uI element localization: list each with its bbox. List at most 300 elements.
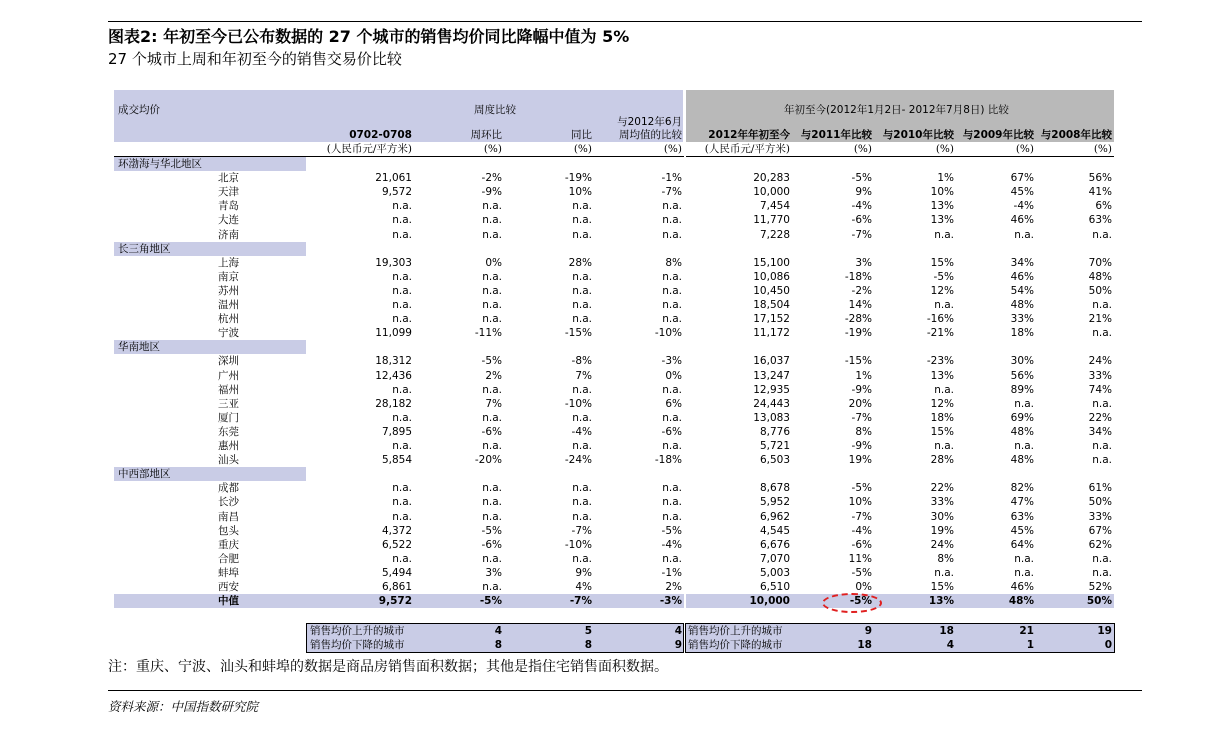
- table-cell: 33%: [930, 496, 954, 509]
- table-cell: -2%: [851, 284, 872, 297]
- summary-left-rise-wow: 4: [494, 625, 502, 637]
- table-cell: 50%: [1088, 284, 1112, 297]
- table-row: [114, 411, 1114, 425]
- table-cell: 18,312: [375, 355, 412, 368]
- table-cell: n.a.: [662, 200, 682, 213]
- table-cell: -5%: [851, 566, 872, 579]
- ytd-group-label: 年初至今(2012年1月2日- 2012年7月8日) 比较: [784, 104, 1009, 116]
- col-compare-jun-line1: 与2012年6月: [617, 116, 682, 128]
- table-cell: 2%: [485, 369, 502, 382]
- table-cell: 10,450: [753, 284, 790, 297]
- median-divider: [684, 594, 686, 608]
- table-cell: 15%: [930, 581, 954, 593]
- table-cell: n.a.: [662, 510, 682, 523]
- table-row: [114, 213, 1114, 227]
- col-weekly-price-label: 0702-0708: [349, 129, 412, 141]
- table-cell: -23%: [926, 355, 954, 368]
- top-rule: [108, 21, 1142, 22]
- table-cell: n.a.: [482, 383, 502, 396]
- table-row: [114, 171, 1114, 185]
- table-cell: 48%: [1010, 425, 1034, 438]
- table-cell: -15%: [564, 327, 592, 340]
- table-cell: n.a.: [392, 313, 412, 326]
- table-cell: n.a.: [1092, 327, 1112, 340]
- highlight-circle: [822, 593, 882, 613]
- table-cell: 4%: [575, 581, 592, 593]
- table-cell: 15%: [930, 425, 954, 438]
- table-cell: n.a.: [392, 383, 412, 396]
- table-cell: n.a.: [392, 440, 412, 452]
- table-cell: 21%: [1088, 313, 1112, 326]
- corner-label: 成交均价: [118, 104, 160, 116]
- city-name: 济南: [218, 228, 239, 241]
- table-cell: 54%: [1010, 284, 1034, 297]
- table-cell: 6,503: [759, 454, 790, 467]
- table-cell: n.a.: [482, 270, 502, 283]
- table-row: [114, 284, 1114, 298]
- table-row: [114, 298, 1114, 312]
- col-vs2010-unit: (%): [935, 143, 954, 155]
- col-wow-label: 周环比: [470, 129, 502, 141]
- city-name: 深圳: [218, 355, 239, 368]
- table-cell: 22%: [1088, 411, 1112, 424]
- table-cell: -9%: [481, 186, 502, 199]
- region-row: [114, 242, 1114, 256]
- footnote: 注：重庆、宁波、汕头和蚌埠的数据是商品房销售面积数据；其他是指住宅销售面积数据。: [108, 659, 668, 675]
- table-cell: 5,854: [381, 454, 412, 467]
- table-cell: 0%: [485, 256, 502, 269]
- table-cell: n.a.: [662, 214, 682, 227]
- table-cell: n.a.: [572, 270, 592, 283]
- median-cell: -3%: [659, 595, 682, 608]
- table-cell: 64%: [1010, 538, 1034, 551]
- table-cell: -1%: [661, 172, 682, 185]
- summary-right-rise-2011: 9: [864, 625, 872, 637]
- city-name: 成都: [218, 482, 239, 495]
- table-cell: -4%: [851, 524, 872, 537]
- table-cell: 89%: [1010, 383, 1034, 396]
- table-cell: 19,303: [375, 256, 412, 269]
- table-cell: -7%: [851, 510, 872, 523]
- col-vs2008-unit: (%): [1093, 143, 1112, 155]
- table-cell: 63%: [1010, 510, 1034, 523]
- table-cell: 4,372: [381, 524, 412, 537]
- table-cell: -10%: [654, 327, 682, 340]
- col-ytd-price-label: 2012年年初至今: [708, 129, 790, 141]
- table-cell: 11,172: [753, 327, 790, 340]
- city-name: 上海: [218, 256, 239, 269]
- table-cell: -5%: [851, 172, 872, 185]
- table-cell: 46%: [1010, 581, 1034, 593]
- median-cell: 10,000: [749, 595, 790, 608]
- table-cell: -1%: [661, 566, 682, 579]
- table-cell: 24,443: [753, 397, 790, 410]
- table-cell: n.a.: [482, 200, 502, 213]
- table-cell: 12,436: [375, 369, 412, 382]
- table-cell: n.a.: [934, 228, 954, 241]
- table-row: [114, 369, 1114, 383]
- table-cell: n.a.: [572, 313, 592, 326]
- table-cell: 52%: [1088, 581, 1112, 593]
- region-row: [114, 157, 1114, 171]
- table-cell: 5,494: [381, 566, 412, 579]
- table-cell: 11,770: [753, 214, 790, 227]
- median-cell: -5%: [849, 595, 872, 608]
- table-cell: -8%: [571, 355, 592, 368]
- city-name: 东莞: [218, 425, 239, 438]
- table-cell: 6,510: [759, 581, 790, 593]
- col-wow-unit: (%): [483, 143, 502, 155]
- city-name: 包头: [218, 524, 239, 537]
- table-cell: 22%: [930, 482, 954, 495]
- median-label: 中值: [218, 595, 239, 608]
- table-cell: n.a.: [662, 383, 682, 396]
- col-vs2008-label: 与2008年比较: [1040, 129, 1112, 141]
- summary-left-rise-label: 销售均价上升的城市: [310, 625, 405, 637]
- table-cell: 18%: [930, 411, 954, 424]
- table-cell: n.a.: [392, 299, 412, 311]
- city-name: 三亚: [218, 397, 239, 410]
- table-cell: 0%: [665, 369, 682, 382]
- table-cell: n.a.: [572, 214, 592, 227]
- table-cell: 13%: [930, 200, 954, 213]
- table-row: [114, 439, 1114, 453]
- table-cell: n.a.: [482, 440, 502, 452]
- table-cell: 28%: [568, 256, 592, 269]
- table-cell: 61%: [1088, 482, 1112, 495]
- table-row: [114, 326, 1114, 340]
- city-name: 温州: [218, 299, 239, 311]
- table-cell: 12%: [930, 284, 954, 297]
- table-row: [114, 199, 1114, 213]
- table-cell: n.a.: [934, 383, 954, 396]
- city-name: 北京: [218, 172, 239, 185]
- table-cell: n.a.: [1092, 552, 1112, 565]
- city-name: 合肥: [218, 552, 239, 565]
- table-cell: -7%: [571, 524, 592, 537]
- table-cell: n.a.: [1014, 566, 1034, 579]
- table-cell: -6%: [481, 538, 502, 551]
- col-vs2010-label: 与2010年比较: [882, 129, 954, 141]
- table-row: [114, 580, 1114, 594]
- table-cell: 70%: [1088, 256, 1112, 269]
- median-cell: 13%: [928, 595, 954, 608]
- city-name: 苏州: [218, 284, 239, 297]
- table-cell: n.a.: [572, 228, 592, 241]
- region-label: 华南地区: [118, 341, 160, 354]
- table-cell: 1%: [937, 172, 954, 185]
- table-cell: 45%: [1010, 186, 1034, 199]
- table-cell: n.a.: [934, 566, 954, 579]
- table-cell: 33%: [1010, 313, 1034, 326]
- table-cell: 6,522: [381, 538, 412, 551]
- table-cell: 11,099: [375, 327, 412, 340]
- table-cell: 18,504: [753, 299, 790, 311]
- table-cell: 34%: [1088, 425, 1112, 438]
- table-cell: -19%: [564, 172, 592, 185]
- table-cell: n.a.: [662, 552, 682, 565]
- summary-left-fall-jun: 9: [674, 639, 682, 651]
- col-weekly-price-unit: (人民币元/平方米): [326, 143, 412, 155]
- city-name: 宁波: [218, 327, 239, 340]
- table-cell: -21%: [926, 327, 954, 340]
- city-name: 南京: [218, 270, 239, 283]
- table-cell: n.a.: [482, 214, 502, 227]
- table-cell: -5%: [481, 524, 502, 537]
- table-cell: -6%: [661, 425, 682, 438]
- table-cell: -6%: [851, 538, 872, 551]
- table-cell: 74%: [1088, 383, 1112, 396]
- table-cell: n.a.: [572, 482, 592, 495]
- city-name: 厦门: [218, 411, 239, 424]
- city-name: 广州: [218, 369, 239, 382]
- table-cell: -18%: [844, 270, 872, 283]
- table-cell: 19%: [930, 524, 954, 537]
- table-row: [114, 383, 1114, 397]
- table-cell: 45%: [1010, 524, 1034, 537]
- median-row: [114, 594, 1114, 608]
- table-cell: 67%: [1088, 524, 1112, 537]
- table-cell: 7,895: [381, 425, 412, 438]
- table-cell: 6%: [665, 397, 682, 410]
- col-vs2011-unit: (%): [853, 143, 872, 155]
- table-cell: 20,283: [753, 172, 790, 185]
- col-vs2011-label: 与2011年比较: [800, 129, 872, 141]
- table-cell: 3%: [855, 256, 872, 269]
- table-cell: 6,676: [759, 538, 790, 551]
- summary-right-fall-2011: 18: [857, 639, 872, 651]
- table-cell: n.a.: [572, 411, 592, 424]
- table-cell: 3%: [485, 566, 502, 579]
- col-vs2009-unit: (%): [1015, 143, 1034, 155]
- table-cell: n.a.: [1092, 397, 1112, 410]
- table-cell: 7,454: [759, 200, 790, 213]
- table-cell: n.a.: [392, 214, 412, 227]
- table-cell: n.a.: [572, 299, 592, 311]
- table-cell: 6%: [1095, 200, 1112, 213]
- summary-right-rise-2008: 19: [1097, 625, 1112, 637]
- table-cell: n.a.: [1092, 228, 1112, 241]
- table-cell: 7%: [485, 397, 502, 410]
- city-name: 惠州: [218, 440, 239, 452]
- table-cell: -6%: [851, 214, 872, 227]
- table-cell: n.a.: [1092, 440, 1112, 452]
- table-cell: 0%: [855, 581, 872, 593]
- table-cell: n.a.: [572, 496, 592, 509]
- table-cell: n.a.: [392, 270, 412, 283]
- table-row: [114, 425, 1114, 439]
- table-cell: 28%: [930, 454, 954, 467]
- table-cell: n.a.: [1014, 552, 1034, 565]
- table-cell: 14%: [848, 299, 872, 311]
- table-cell: -10%: [564, 538, 592, 551]
- table-row: [114, 566, 1114, 580]
- table-cell: n.a.: [662, 299, 682, 311]
- table-cell: -10%: [564, 397, 592, 410]
- table-cell: n.a.: [662, 411, 682, 424]
- table-cell: 6,962: [759, 510, 790, 523]
- summary-left-rise-yoy: 5: [584, 625, 592, 637]
- table-cell: -5%: [851, 482, 872, 495]
- table-cell: 47%: [1010, 496, 1034, 509]
- table-cell: 50%: [1088, 496, 1112, 509]
- summary-right-fall-2008: 0: [1104, 639, 1112, 651]
- table-cell: n.a.: [1014, 228, 1034, 241]
- table-cell: -3%: [661, 355, 682, 368]
- table-cell: n.a.: [482, 411, 502, 424]
- table-cell: n.a.: [392, 200, 412, 213]
- city-name: 汕头: [218, 454, 239, 467]
- table-cell: n.a.: [482, 581, 502, 593]
- table-row: [114, 481, 1114, 495]
- table-cell: -20%: [474, 454, 502, 467]
- table-cell: n.a.: [392, 496, 412, 509]
- table-cell: 13,247: [753, 369, 790, 382]
- table-cell: 12%: [930, 397, 954, 410]
- table-cell: 10%: [930, 186, 954, 199]
- median-cell: 50%: [1086, 595, 1112, 608]
- col-compare-jun-unit: (%): [663, 143, 682, 155]
- source-line: 资料来源：中国指数研究院: [108, 699, 259, 714]
- col-compare-jun-line2: 周均值的比较: [619, 129, 682, 141]
- table-cell: -15%: [844, 355, 872, 368]
- table-cell: n.a.: [662, 496, 682, 509]
- table-cell: 15,100: [753, 256, 790, 269]
- table-cell: n.a.: [572, 440, 592, 452]
- summary-left-fall-label: 销售均价下降的城市: [310, 639, 405, 651]
- table-cell: 48%: [1010, 454, 1034, 467]
- table-cell: 30%: [930, 510, 954, 523]
- table-cell: 5,003: [759, 566, 790, 579]
- table-cell: 63%: [1088, 214, 1112, 227]
- summary-left-fall-wow: 8: [494, 639, 502, 651]
- table-cell: -6%: [481, 425, 502, 438]
- table-cell: 7%: [575, 369, 592, 382]
- table-row: [114, 256, 1114, 270]
- table-cell: 8%: [937, 552, 954, 565]
- table-cell: n.a.: [482, 496, 502, 509]
- col-vs2009-label: 与2009年比较: [962, 129, 1034, 141]
- region-row: [114, 467, 1114, 481]
- table-cell: n.a.: [572, 383, 592, 396]
- table-cell: 13%: [930, 214, 954, 227]
- table-cell: 13%: [930, 369, 954, 382]
- table-cell: n.a.: [482, 510, 502, 523]
- summary-right-fall-2009: 1: [1026, 639, 1034, 651]
- summary-right-rise-2010: 18: [939, 625, 954, 637]
- table-cell: 41%: [1088, 186, 1112, 199]
- table-cell: 10,086: [753, 270, 790, 283]
- city-name: 天津: [218, 186, 239, 199]
- table-cell: 8%: [855, 425, 872, 438]
- table-cell: 1%: [855, 369, 872, 382]
- table-cell: 8,776: [759, 425, 790, 438]
- table-cell: n.a.: [392, 552, 412, 565]
- table-cell: 7,228: [759, 228, 790, 241]
- table-cell: 46%: [1010, 270, 1034, 283]
- table-cell: -7%: [661, 186, 682, 199]
- table-cell: n.a.: [482, 313, 502, 326]
- table-cell: n.a.: [934, 440, 954, 452]
- table-cell: 30%: [1010, 355, 1034, 368]
- table-cell: n.a.: [392, 284, 412, 297]
- median-cell: -7%: [569, 595, 592, 608]
- table-cell: n.a.: [662, 228, 682, 241]
- table-cell: n.a.: [1092, 454, 1112, 467]
- table-cell: n.a.: [662, 270, 682, 283]
- table-row: [114, 495, 1114, 509]
- summary-right-rise-2009: 21: [1019, 625, 1034, 637]
- table-cell: -9%: [851, 383, 872, 396]
- table-cell: n.a.: [392, 482, 412, 495]
- table-cell: 10%: [848, 496, 872, 509]
- summary-right-fall-label: 销售均价下降的城市: [688, 639, 783, 651]
- table-cell: 33%: [1088, 510, 1112, 523]
- weekly-group-label: 周度比较: [474, 104, 516, 116]
- table-cell: 5,721: [759, 440, 790, 452]
- table-cell: 13,083: [753, 411, 790, 424]
- table-cell: 62%: [1088, 538, 1112, 551]
- table-cell: n.a.: [1092, 299, 1112, 311]
- summary-right-rise-label: 销售均价上升的城市: [688, 625, 783, 637]
- table-cell: 56%: [1010, 369, 1034, 382]
- table-cell: n.a.: [482, 482, 502, 495]
- table-cell: 46%: [1010, 214, 1034, 227]
- table-cell: -5%: [933, 270, 954, 283]
- table-row: [114, 228, 1114, 242]
- city-name: 西安: [218, 581, 239, 593]
- city-name: 长沙: [218, 496, 239, 509]
- table-cell: n.a.: [662, 313, 682, 326]
- table-cell: 15%: [930, 256, 954, 269]
- table-cell: n.a.: [1014, 397, 1034, 410]
- median-cell: 48%: [1008, 595, 1034, 608]
- table-cell: n.a.: [392, 411, 412, 424]
- table-row: [114, 397, 1114, 411]
- table-cell: n.a.: [572, 284, 592, 297]
- summary-left-fall-yoy: 8: [584, 639, 592, 651]
- table-row: [114, 270, 1114, 284]
- table-cell: 24%: [1088, 355, 1112, 368]
- table-cell: -24%: [564, 454, 592, 467]
- region-label: 长三角地区: [118, 242, 171, 255]
- table-cell: 67%: [1010, 172, 1034, 185]
- figure-title: 图表2: 年初至今已公布数据的 27 个城市的销售均价同比降幅中值为 5%: [108, 27, 630, 46]
- table-cell: 18%: [1010, 327, 1034, 340]
- table-row: [114, 312, 1114, 326]
- table-row: [114, 510, 1114, 524]
- table-cell: n.a.: [1014, 440, 1034, 452]
- bottom-rule: [108, 690, 1142, 691]
- table-cell: 24%: [930, 538, 954, 551]
- city-name: 青岛: [218, 200, 239, 213]
- table-cell: 8,678: [759, 482, 790, 495]
- table-cell: n.a.: [482, 228, 502, 241]
- table-cell: 10,000: [753, 186, 790, 199]
- region-label: 环渤海与华北地区: [118, 158, 202, 170]
- table-cell: n.a.: [662, 284, 682, 297]
- table-cell: 16,037: [753, 355, 790, 368]
- table-cell: 2%: [665, 581, 682, 593]
- table-cell: n.a.: [934, 299, 954, 311]
- median-cell: 9,572: [378, 595, 412, 608]
- table-cell: 4,545: [759, 524, 790, 537]
- table-cell: 10%: [568, 186, 592, 199]
- table-cell: 8%: [665, 256, 682, 269]
- table-cell: -4%: [661, 538, 682, 551]
- figure-subtitle: 27 个城市上周和年初至今的销售交易价比较: [108, 50, 402, 68]
- col-yoy-label: 同比: [571, 129, 592, 141]
